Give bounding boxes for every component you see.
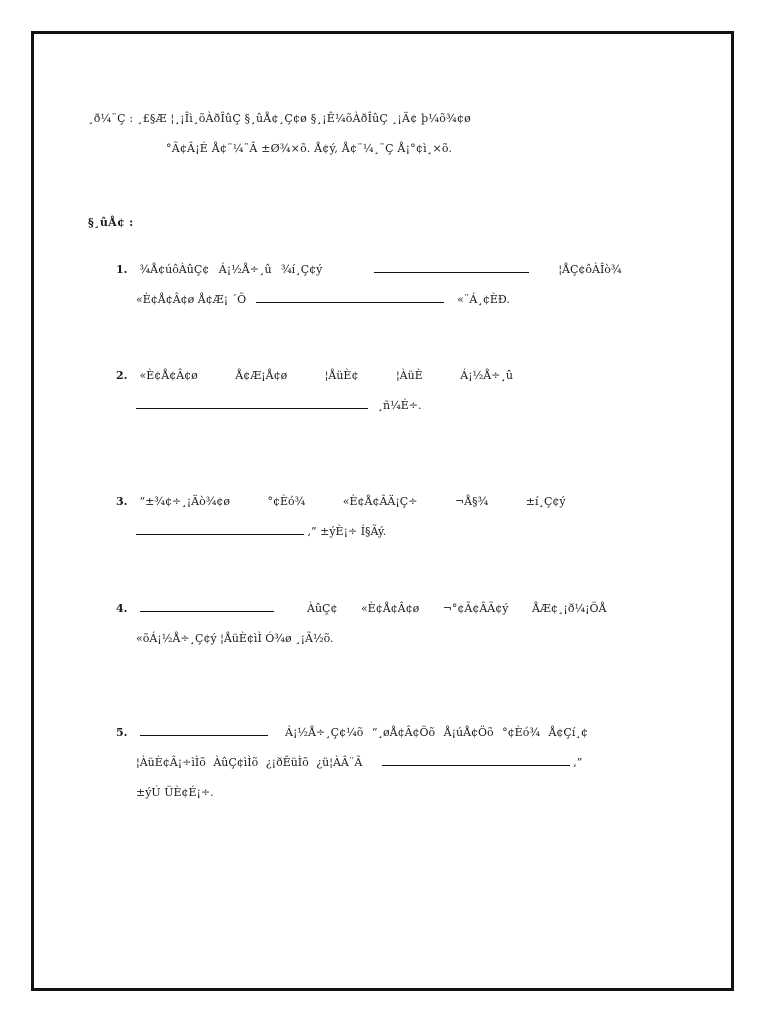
question-text: “±¾¢÷¸¡Äò¾¢ø °¢Èó¾ «È¢Å¢ÂÄ¡Ç÷ ¬Å§¾ ±í¸Ç¢ý	[139, 495, 566, 508]
question-number: 1.	[116, 263, 128, 276]
question-text: ¸ñ¼É÷.	[377, 399, 422, 412]
question-2	[116, 361, 692, 421]
instructions	[88, 104, 698, 164]
question-number: 2.	[116, 369, 128, 382]
question-text: «¨Á¸¢ÈÐ.	[457, 293, 510, 306]
section-title: §¸ûÅ¢ :	[88, 216, 134, 229]
question-text: «È¢Å¢Â¢ø Å¢Æ¡Å¢ø ¦ÅüÈ¢ ¦ÀüÈ Á¡½Å÷¸û	[139, 369, 513, 382]
answer-blank[interactable]	[382, 753, 570, 766]
question-4	[116, 594, 692, 654]
answer-blank[interactable]	[136, 522, 304, 535]
answer-blank[interactable]	[256, 290, 444, 303]
question-text: «È¢Å¢Â¢ø Å¢Æ¡ ´Õ	[136, 293, 247, 306]
answer-blank[interactable]	[140, 723, 268, 736]
question-5	[116, 718, 692, 808]
question-text: «õÁ¡½Å÷¸Ç¢ý ¦ÅüÈ¢ìÌ Ó¾ø ¸¡Ã½õ.	[136, 632, 334, 645]
answer-blank[interactable]	[140, 599, 274, 612]
question-text: ¾Å¢úôÀûÇ¢ Á¡½Å÷¸û ¾í¸Ç¢ý	[139, 263, 323, 276]
instructions-line-2: °Ã¢Â¡É Å¢¨¼¨Â ±Ø¾×õ. Å¢ý, Å¢¨¼¸¨Ç Å¡°¢ì¸×õ.	[166, 142, 453, 155]
question-number: 3.	[116, 495, 128, 508]
answer-blank[interactable]	[374, 260, 529, 273]
question-text: ±ýÚ ÜÈ¢É¡÷.	[136, 786, 214, 799]
question-text: ¦ÀüÈ¢Â¡÷ìÌõ ÀûÇ¢ìÌõ ¿¡ðÊüÌõ ¿ü¦ÀÂ¨Ã	[136, 756, 363, 769]
question-number: 4.	[116, 602, 128, 615]
question-text: Á¡½Å÷¸Ç¢¼õ “¸øÅ¢Â¢Öõ Å¡úÅ¢Öõ °¢Èó¾ Å¢Çí¸¢	[285, 726, 588, 739]
question-text: ,” ±ýÈ¡÷ Í§Ãý.	[307, 525, 387, 538]
question-text: ¦ÅÇ¢ôÀÎò¾	[558, 263, 622, 276]
answer-blank[interactable]	[136, 396, 368, 409]
question-text: ,”	[573, 756, 583, 769]
question-3	[116, 487, 692, 547]
question-text: ÀûÇ¢ «È¢Å¢Â¢ø ¬°¢Ã¢ÂÃ¢ý ÅÆ¢¸¡ð¼¡ÖÅ	[307, 602, 607, 615]
question-number: 5.	[116, 726, 128, 739]
instructions-line-1: ¸ð¼¨Ç : ¸£§Æ ¦¸¡Îì¸õÀðÎûÇ §¸ûÅ¢¸Ç¢ø §¸¡Ê¼õÀðÎûÇ ¸¡Ä¢ þ¼õ¾¢ø	[88, 112, 471, 125]
question-1	[116, 255, 692, 315]
